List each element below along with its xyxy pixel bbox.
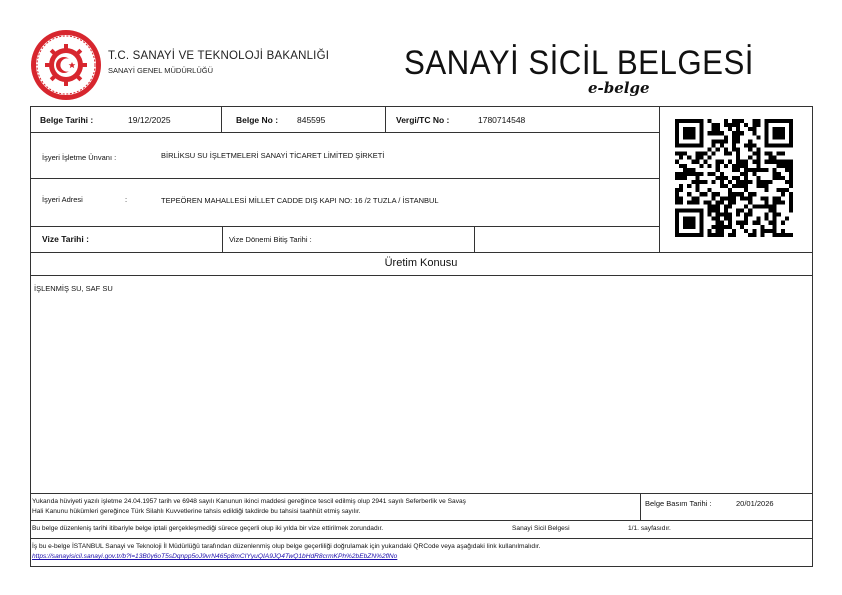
production-section-title: Üretim Konusu — [384, 257, 458, 269]
footer-row2-top — [30, 520, 813, 521]
validity-notice: Bu belge düzenleniş tarihi itibariyle belge iptali gerçekleşmediği sürece geçerli olup iki yılda bir vize ettirilmek zorundadır. — [32, 525, 384, 532]
frame-top — [30, 106, 813, 107]
qr-divider — [659, 106, 660, 252]
ministry-logo — [30, 29, 102, 101]
row2-bottom — [30, 178, 660, 179]
top-section-bottom — [30, 252, 813, 253]
address-value: TEPEÖREN MAHALLESİ MİLLET CADDE DIŞ KAPI NO: 16 /2 TUZLA / İSTANBUL — [161, 196, 439, 205]
row4-div1 — [222, 226, 223, 252]
law-notice-line2: Hali Kanunu hükümleri gereğince Türk Silahlı Kuvvetlerine tahsis edildiği takdirde bu tahsisi taahhüt etmiş sayılır. — [32, 508, 361, 515]
row4-div2 — [474, 226, 475, 252]
document-title: SANAYİ SİCİL BELGESİ — [404, 44, 754, 82]
business-name-value: BİRLİKSU SU İŞLETMELERİ SANAYİ TİCARET LİMİTED ŞİRKETİ — [161, 151, 385, 160]
document-subtitle: e-belge — [588, 79, 650, 97]
frame-right — [812, 106, 813, 567]
verification-notice: İş bu e-belge İSTANBUL Sanayi ve Teknoloji İl Müdürlüğü tarafından düzenlenmiş olup belge geçerliliği doğrulamak için yukarıdaki QRCode veya aşağıdaki link kullanılmalıdır. — [32, 543, 541, 550]
row1-bottom — [30, 132, 660, 133]
frame-left — [30, 106, 31, 567]
footer-top — [30, 493, 813, 494]
document-number-label: Belge No : — [236, 115, 279, 125]
address-colon: : — [125, 195, 128, 204]
document-date-value: 19/12/2025 — [128, 115, 171, 125]
ministry-name: T.C. SANAYİ VE TEKNOLOJİ BAKANLIĞI — [108, 50, 330, 62]
row1-div2 — [385, 106, 386, 133]
production-title-bottom — [30, 275, 813, 276]
law-notice-line1: Yukarıda hüviyeti yazılı işletme 24.04.1957 tarih ve 6948 sayılı Kanunun ikinci maddesi gereğince tescil edilmiş olup 2941 sayılı Seferberlik ve Savaş — [32, 498, 466, 505]
verification-link[interactable]: https://sanayisicil.sanayi.gov.tr/b?l=13B0y6oT5sDqnpp5oJ9vrN465p8mCIYyuQIA9JQ4TwQ1bHdR8crmKPh%2bEbZN%2flNo — [32, 553, 398, 560]
document-name: Sanayi Sicil Belgesi — [512, 525, 570, 532]
document-date-label: Belge Tarihi : — [40, 115, 94, 125]
page-info: 1/1. sayfasıdır. — [628, 525, 671, 532]
footer-row3-top — [30, 538, 813, 539]
frame-bottom — [30, 566, 813, 567]
tax-number-label: Vergi/TC No : — [396, 115, 450, 125]
directorate-name: SANAYİ GENEL MÜDÜRLÜĞÜ — [108, 66, 214, 75]
production-content: İŞLENMİŞ SU, SAF SU — [34, 284, 113, 293]
footer-div — [640, 493, 641, 520]
visa-date-label: Vize Tarihi : — [42, 234, 89, 244]
print-date-label: Belge Basım Tarihi : — [645, 499, 712, 508]
print-date-value: 20/01/2026 — [736, 499, 774, 508]
visa-end-label: Vize Dönemi Bitiş Tarihi : — [229, 235, 312, 244]
business-name-label: İşyeri İşletme Ünvanı : — [42, 153, 117, 162]
document-number-value: 845595 — [297, 115, 326, 125]
row3-bottom — [30, 226, 660, 227]
address-label: İşyeri Adresi — [42, 195, 83, 204]
row1-div1 — [221, 106, 222, 133]
tax-number-value: 1780714548 — [478, 115, 526, 125]
verification-qr-code — [675, 119, 793, 237]
